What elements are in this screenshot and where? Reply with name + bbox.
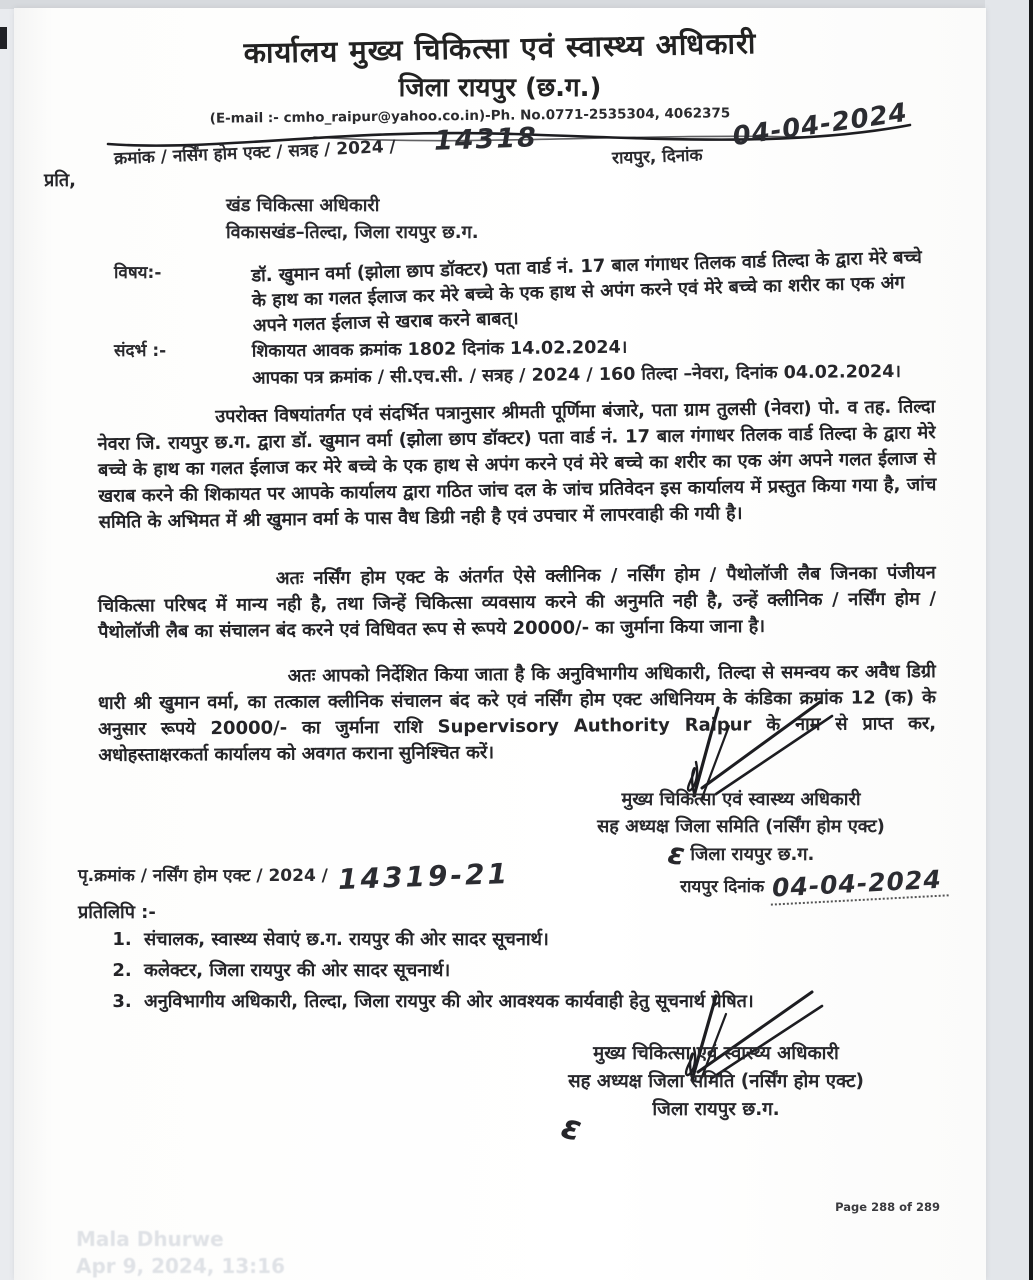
body-paragraph-2: अतः नर्सिंग होम एक्ट के अंतर्गत ऐसे क्लीनिक / नर्सिंग होम / पैथोलॉजी लैब जिनका पंजीयन चिकित्सा परिषद में मान्य नही है, तथा जिन्हें चिकित्सा व्यवसाय करने की अनुमति नही है, उन्हें क्लीनिक / नर्सिंग होम / पैथोलॉजी लैब का संचालन बंद करने एवं विधिवत रूप से रूपये 20000/- का जुर्माना किया जाना है। [97,562,937,643]
signatory1-date-handwritten: 04-04-2024 [769,865,948,905]
subject-text: डॉ. खुमान वर्मा (झोला छाप डॉक्टर) पता वार्ड नं. 17 बाल गंगाधर तिलक वार्ड तिल्दा के द्वारा मेरे बच्चे के हाथ का गलत ईलाज कर मेरे बच्चे के एक हाथ से अपंग करने एवं मेरे बच्चे का शरीर का एक अंग अपने गलत ईलाज से खराब करने बाबत्। [251,246,923,337]
scan-watermark-name: Mala Dhurwe [76,1227,224,1251]
reference-line2: आपका पत्र क्रमांक / सी.एच.सी. / सत्रह / 2024 / 160 तिल्दा –नेवरा, दिनांक 04.02.2024। [252,361,902,389]
document-page [14,8,986,1280]
subject-label: विषय:- [114,263,162,283]
copy-to-item: 2. कलेक्टर, जिला रायपुर की ओर सादर सूचनार्थ। [138,955,932,986]
signatory1-designation: मुख्य चिकित्सा एवं स्वास्थ्य अधिकारी [621,789,861,810]
copy-to-item: 3. अनुविभागीय अधिकारी, तिल्दा, जिला रायपुर की ओर आवश्यक कार्यवाही हेतु सूचनार्थ प्रेषित। [138,986,932,1017]
body-paragraph-1: उपरोक्त विषयांतर्गत एवं संदर्भित पत्रानुसार श्रीमती पूर्णिमा बंजारे, पता ग्राम तुलसी (नेवरा) पो. व तह. तिल्दा नेवरा जि. रायपुर छ.ग. द्वारा डॉ. खुमान वर्मा (झोला छाप डॉक्टर) पता वार्ड नं. 17 बाल गंगाधर तिलक वार्ड तिल्दा के द्वारा मेरे बच्चे के हाथ का गलत ईलाज कर मेरे बच्चे के एक हाथ से अपंग करने एवं मेरे बच्चे का शरीर का एक अंग अपने गलत ईलाज से खराब करने की शिकायत पर आपके कार्यालय द्वारा गठित जांच दल के जांच प्रतिवेदन इस कार्यालय में प्रस्तुत किया गया है, जांच समिति के अभिमत में श्री खुमान वर्मा के पास वैध डिग्री नही है एवं उपचार में लापरवाही की गयी है। [97,396,937,533]
office-contact-line: (E-mail :- cmho_raipur@yahoo.co.in)-Ph. No.0771-2535304, 4062375 [209,105,731,127]
copy-to-label: प्रतिलिपि :- [78,902,156,923]
scan-edge-right-band [985,0,1029,1280]
signatory2-district: जिला रायपुर छ.ग. [652,1099,780,1120]
signatory1-date-label: रायपुर दिनांक [680,877,765,897]
page-number: Page 288 of 289 [835,1200,940,1214]
scan-edge-right-line [1029,0,1033,1280]
signature-initial-mark-2: ɛ [557,1106,586,1150]
signatory1-date-row [526,864,956,903]
copy-to-item: 1. संचालक, स्वास्थ्य सेवाएं छ.ग. रायपुर की ओर सादर सूचनार्थ। [138,924,932,955]
signatory1-district: ɛ जिला रायपुर छ.ग. [665,836,815,873]
signatory2-committee: सह अध्यक्ष जिला समिति (नर्सिंग होम एक्ट) [568,1071,864,1092]
addressee-line1: खंड चिकित्सा अधिकारी [226,195,380,216]
letter-date-handwritten: 04-04-2024 [730,97,910,153]
scan-watermark [76,1226,285,1280]
signatory-block-1 [526,786,956,901]
office-title: कार्यालय मुख्य चिकित्सा एवं स्वास्थ्य अधिकारी [243,26,757,70]
endorsement-ref-label: पृ.क्रमांक / नर्सिंग होम एक्ट / 2024 / [78,866,328,886]
letter-ref-number-handwritten: 14318 [433,122,539,157]
body-paragraph-3: अतः आपको निर्देशित किया जाता है कि अनुविभागीय अधिकारी, तिल्दा से समन्वय कर अवैध डिग्री धारी श्री खुमान वर्मा, का तत्काल क्लीनिक संचालन बंद करे एवं नर्सिंग होम एक्ट अधिनियम के कंडिका क्रमांक 12 (क) के अनुसार रूपये 20000/- का जुर्माना राशि Supervisory Authority Raipur के नाम से प्राप्त कर, अधोहस्ताक्षरकर्ता कार्यालय को अवगत कराना सुनिश्चित करें। [97,661,937,766]
signature-initial-mark-1: ɛ [665,836,687,873]
endorsement-ref-number-handwritten: 14319-21 [337,857,511,896]
office-district-line: जिला रायपुर (छ.ग.) [398,73,602,103]
salutation: प्रति, [44,170,77,191]
scan-watermark-date: Apr 9, 2024, 13:16 [76,1254,285,1278]
reference-line1: शिकायत आवक क्रमांक 1802 दिनांक 14.02.2024। [251,337,628,362]
reference-lines [252,331,953,392]
scan-artifact-mark [0,27,7,49]
signatory2-designation: मुख्य चिकित्सा एवं स्वास्थ्य अधिकारी [593,1043,839,1064]
endorsement-ref-row [78,857,511,896]
signatory1-committee: सह अध्यक्ष जिला समिति (नर्सिंग होम एक्ट) [597,816,885,837]
addressee-block [226,192,479,246]
addressee-line2: विकासखंड–तिल्दा, जिला रायपुर छ.ग. [226,222,479,243]
place-date-label: रायपुर, दिनांक [611,145,703,169]
reference-label: संदर्भ :- [114,341,167,361]
letter-ref-label: क्रमांक / नर्सिंग होम एक्ट / सत्रह / 2024 / [113,136,397,170]
